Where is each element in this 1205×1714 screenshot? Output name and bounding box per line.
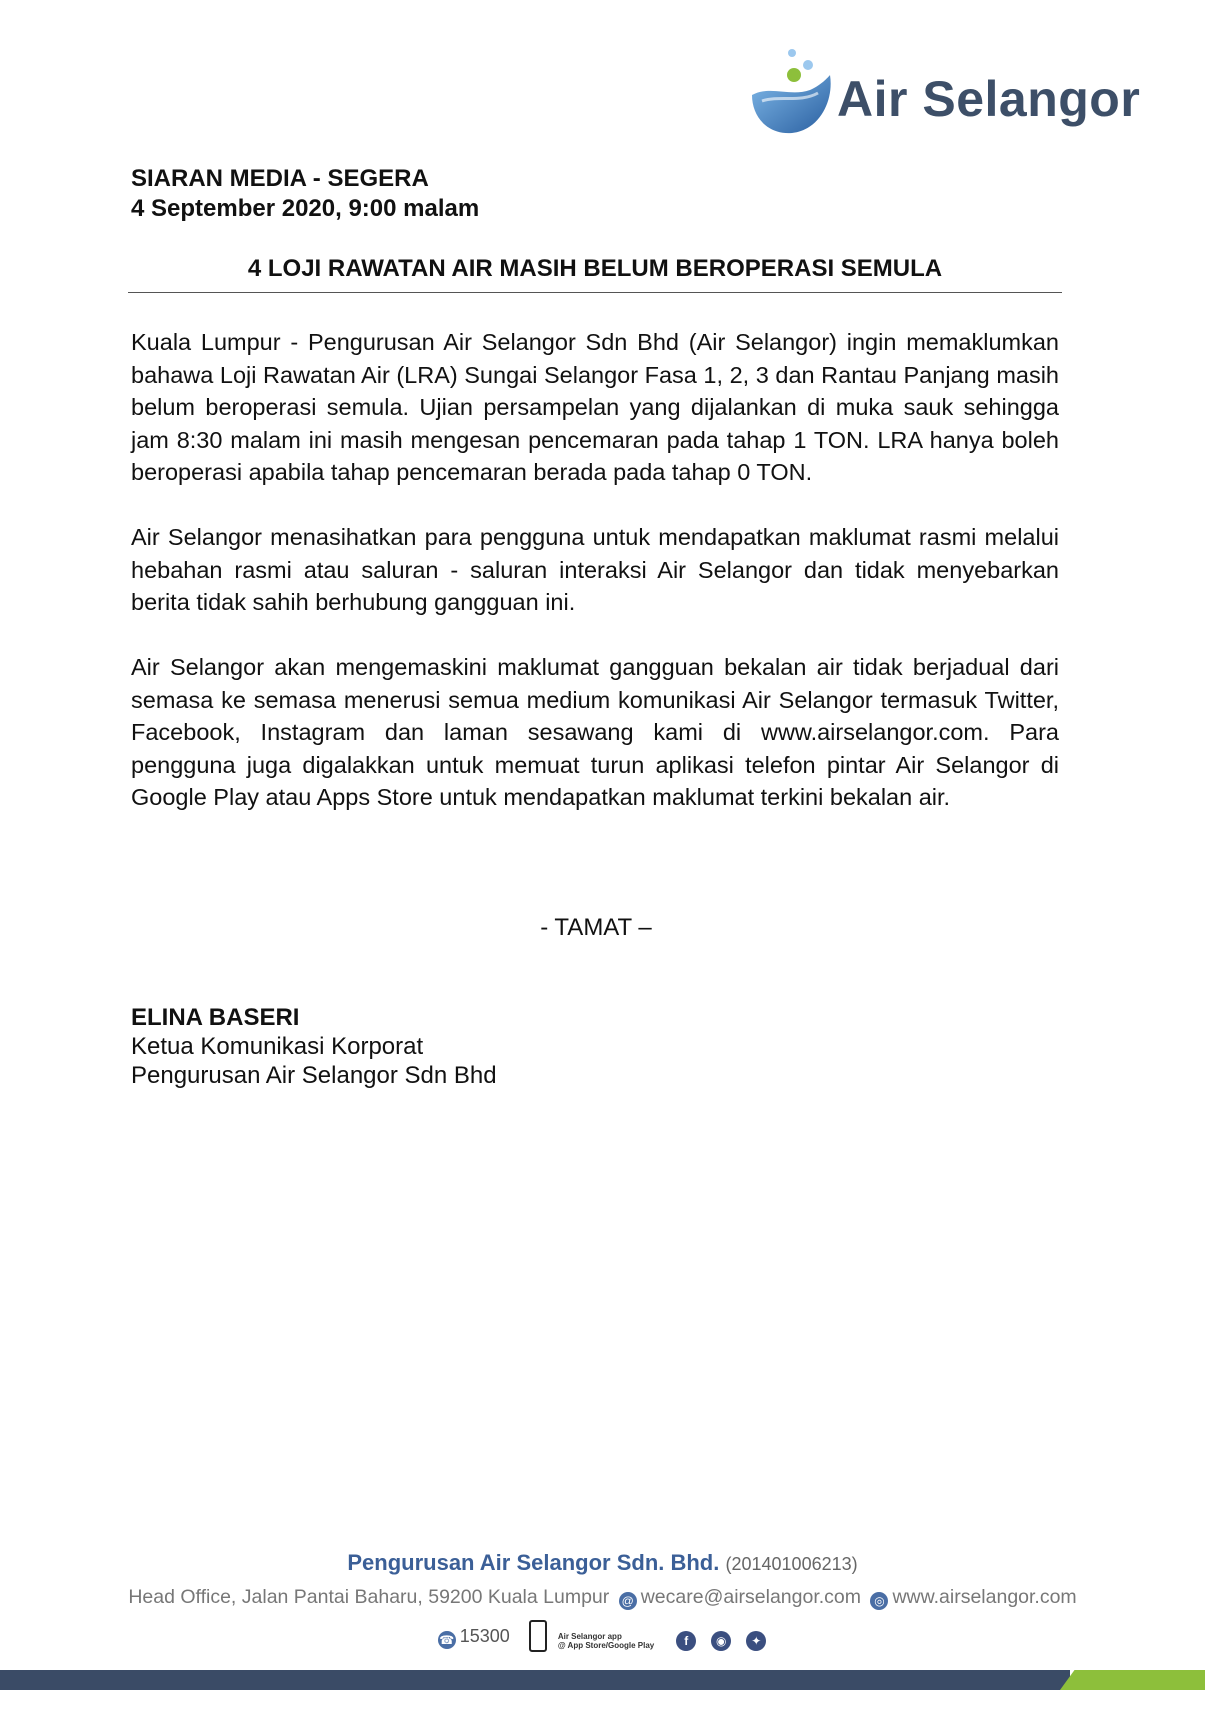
body-paragraph-3: Air Selangor akan mengemaskini maklumat gangguan bekalan air tidak berjadual dari semasa ke semasa menerusi semua medium komunikasi Air Selangor termasuk Twitter, Facebook, Instagram dan laman sesawang kami di www.airselangor.com. Para pengguna juga digalakkan untuk memuat turun aplikasi telefon pintar Air Selangor di Google Play atau Apps Store untuk mendapatkan maklumat terkini bekalan air.: [131, 654, 1059, 811]
brand-name: Air Selangor: [837, 71, 1141, 127]
signature-block: [131, 1003, 497, 1090]
signatory-name: ELINA BASERI: [131, 1004, 300, 1031]
footer-hotline: 15300: [459, 1626, 510, 1646]
press-header: [131, 164, 479, 224]
signatory-role: Ketua Komunikasi Korporat: [131, 1033, 424, 1060]
body-paragraph-2: Air Selangor menasihatkan para pengguna untuk mendapatkan maklumat rasmi melalui hebahan rasmi atau saluran - saluran interaksi Air Selangor dan tidak menyebarkan berita tidak sahih berhubung gangguan ini.: [131, 524, 1059, 616]
phone-icon: ☎: [439, 1633, 455, 1647]
body-paragraph-1: Kuala Lumpur - Pengurusan Air Selangor Sdn Bhd (Air Selangor) ingin memaklumkan bahawa Loji Rawatan Air (LRA) Sungai Selangor Fasa 1, 2, 3 dan Rantau Panjang masih belum beroperasi semula. Ujian persampelan yang dijalankan di muka sauk sehingga jam 8:30 malam ini masih mengesan pencemaran pada tahap 1 TON. LRA hanya boleh beroperasi apabila tahap pencemaran berada pada tahap 0 TON.: [131, 329, 1059, 486]
footer-reg-no: (201401006213): [725, 1554, 858, 1574]
end-marker: - TAMAT –: [540, 914, 652, 941]
release-label: SIARAN MEDIA - SEGERA: [131, 165, 429, 192]
footer-company: [0, 1550, 1205, 1576]
headline: 4 LOJI RAWATAN AIR MASIH BELUM BEROPERASI SEMULA: [247, 255, 943, 282]
footer-icons-row: [0, 1620, 1205, 1652]
footer-bar-green: [1060, 1670, 1205, 1690]
app-name: Air Selangor app: [557, 1632, 622, 1641]
footer-company-name: Pengurusan Air Selangor Sdn. Bhd.: [347, 1550, 720, 1575]
instagram-icon[interactable]: ◉: [711, 1631, 731, 1651]
email-icon: @: [619, 1592, 637, 1610]
footer-address: Head Office, Jalan Pantai Baharu, 59200 Kuala Lumpur: [128, 1586, 610, 1608]
app-info: [558, 1632, 654, 1650]
twitter-icon[interactable]: ✦: [746, 1631, 766, 1651]
footer-bar-dark: [0, 1670, 1070, 1690]
app-stores: @ App Store/Google Play: [557, 1641, 655, 1650]
headline-divider: [128, 292, 1062, 293]
footer-contact-line: [0, 1586, 1205, 1610]
signatory-company: Pengurusan Air Selangor Sdn Bhd: [131, 1062, 497, 1089]
smartphone-icon: [529, 1620, 547, 1652]
release-date: 4 September 2020, 9:00 malam: [131, 195, 480, 222]
facebook-icon[interactable]: f: [676, 1631, 696, 1651]
footer-website[interactable]: www.airselangor.com: [892, 1586, 1077, 1608]
globe-icon: ◎: [870, 1592, 888, 1610]
footer-email[interactable]: wecare@airselangor.com: [640, 1586, 862, 1608]
